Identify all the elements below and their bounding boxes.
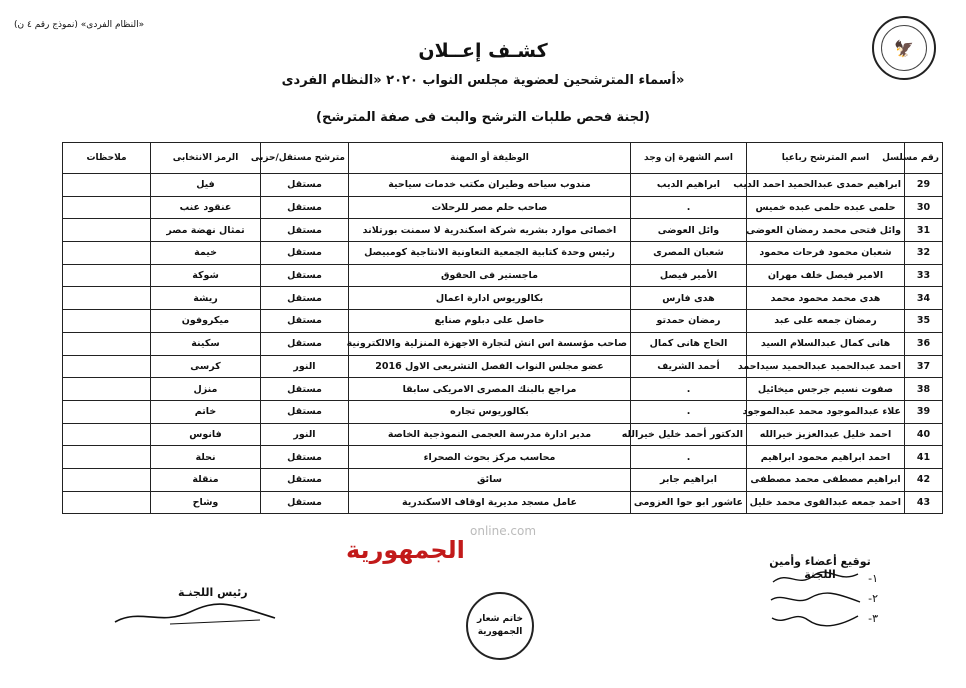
cell-nickname: عاشور ابو حوا العزومى <box>631 491 747 514</box>
cell-job: صاحب مؤسسة اس انش لتجارة الاجهزة المنزلية والالكترونية <box>349 332 631 355</box>
cell-job: اخصائى موارد بشريه شركة اسكندرية لا سمنت بورتلاند <box>349 219 631 242</box>
cell-job: مندوب سياحه وطيران مكتب خدمات سياحية <box>349 174 631 197</box>
cell-num: 42 <box>905 468 943 491</box>
cell-notes <box>63 196 151 219</box>
committee-heading: (لجنة فحص طلبات الترشح والبت فى صفة المترشح) <box>316 110 650 125</box>
stamp-line-2: الجمهورية <box>477 627 523 637</box>
cell-notes <box>63 355 151 378</box>
signature-number: -١ <box>868 572 878 585</box>
cell-name: هانى كمال عبدالسلام السيد <box>747 332 905 355</box>
cell-name: احمد عبدالحميد عبدالحميد سيداحمد <box>747 355 905 378</box>
cell-num: 32 <box>905 242 943 265</box>
cell-num: 31 <box>905 219 943 242</box>
cell-name: علاء عبدالموجود محمد عبدالموجود <box>747 400 905 423</box>
cell-symbol: منزل <box>151 378 261 401</box>
cell-name: احمد جمعه عبدالقوى محمد خليل <box>747 491 905 514</box>
cell-num: 36 <box>905 332 943 355</box>
cell-symbol: فانوس <box>151 423 261 446</box>
cell-job: بكالوريوس تجاره <box>349 400 631 423</box>
cell-status: النور <box>261 355 349 378</box>
cell-nickname: أحمد الشريف <box>631 355 747 378</box>
cell-nickname: هدى فارس <box>631 287 747 310</box>
cell-num: 35 <box>905 310 943 333</box>
cell-notes <box>63 174 151 197</box>
signature-line-3 <box>768 612 878 630</box>
table-row <box>63 219 943 242</box>
cell-num: 37 <box>905 355 943 378</box>
cell-status: مستقل <box>261 219 349 242</box>
cell-notes <box>63 332 151 355</box>
table-row <box>63 310 943 333</box>
cell-name: صفوت نسيم جرجس ميخائيل <box>747 378 905 401</box>
cell-notes <box>63 287 151 310</box>
cell-symbol: كرسى <box>151 355 261 378</box>
cell-name: هدى محمد محمود محمد <box>747 287 905 310</box>
cell-job: محاسب مركز بحوث الصحراء <box>349 446 631 469</box>
cell-status: مستقل <box>261 196 349 219</box>
cell-symbol: سكينة <box>151 332 261 355</box>
cell-symbol: شوكة <box>151 264 261 287</box>
cell-symbol: خيمة <box>151 242 261 265</box>
cell-status: مستقل <box>261 446 349 469</box>
table-row <box>63 332 943 355</box>
cell-job: سائق <box>349 468 631 491</box>
cell-name: احمد خليل عبدالعزيز خيرالله <box>747 423 905 446</box>
cell-notes <box>63 491 151 514</box>
cell-job: رئيس وحدة كتابية الجمعية التعاونية الانتاجية كومبيصل <box>349 242 631 265</box>
cell-name: ابراهيم حمدى عبدالحميد احمد الديب <box>747 174 905 197</box>
cell-nickname: ابراهيم الديب <box>631 174 747 197</box>
cell-notes <box>63 400 151 423</box>
cell-num: 29 <box>905 174 943 197</box>
table-row <box>63 242 943 265</box>
header-num: رقم مسلسل <box>905 143 943 174</box>
table-row <box>63 446 943 469</box>
handwritten-signature-1 <box>768 568 863 590</box>
cell-notes <box>63 468 151 491</box>
cell-num: 43 <box>905 491 943 514</box>
site-watermark: online.com <box>470 524 537 538</box>
header-status: مترشح مستقل/حزبى <box>261 143 349 174</box>
header-job: الوظيفة أو المهنة <box>349 143 631 174</box>
form-number-note: (نموذج رقم ٤ ن) «النظام الفردى» <box>14 20 145 30</box>
cell-status: مستقل <box>261 491 349 514</box>
cell-symbol: وشاح <box>151 491 261 514</box>
page-title: كشـف إعــلان <box>418 40 548 62</box>
cell-symbol: خاتم <box>151 400 261 423</box>
cell-status: مستقل <box>261 378 349 401</box>
handwritten-signature-3 <box>768 608 863 630</box>
table-row <box>63 196 943 219</box>
cell-num: 39 <box>905 400 943 423</box>
cell-symbol: ميكروفون <box>151 310 261 333</box>
cell-name: ابراهيم مصطفى محمد مصطفى <box>747 468 905 491</box>
cell-name: وائل فتحى محمد رمضان العوضى <box>747 219 905 242</box>
cell-symbol: ريشة <box>151 287 261 310</box>
candidates-table <box>62 142 943 514</box>
committee-head-signature <box>110 600 280 634</box>
cell-num: 41 <box>905 446 943 469</box>
cell-nickname: ابراهيم جابر <box>631 468 747 491</box>
cell-status: مستقل <box>261 264 349 287</box>
cell-notes <box>63 242 151 265</box>
cell-job: حاصل على دبلوم صنايع <box>349 310 631 333</box>
cell-status: مستقل <box>261 287 349 310</box>
table-row <box>63 174 943 197</box>
cell-num: 30 <box>905 196 943 219</box>
cell-status: مستقل <box>261 332 349 355</box>
cell-symbol: منقلة <box>151 468 261 491</box>
cell-job: عضو مجلس النواب الفصل التشريعى الاول 2016 <box>349 355 631 378</box>
cell-symbol: فيل <box>151 174 261 197</box>
cell-job: صاحب حلم مصر للرحلات <box>349 196 631 219</box>
cell-nickname: الحاج هانى كمال <box>631 332 747 355</box>
table-row <box>63 378 943 401</box>
cell-status: النور <box>261 423 349 446</box>
cell-notes <box>63 264 151 287</box>
header-nickname: اسم الشهرة إن وجد <box>631 143 747 174</box>
cell-job: عامل مسجد مديرية اوقاف الاسكندرية <box>349 491 631 514</box>
cell-name: رمضان جمعه على عبد <box>747 310 905 333</box>
stamp-line-1: خاتم شعار <box>477 614 523 624</box>
cell-num: 34 <box>905 287 943 310</box>
cell-nickname: الدكتور أحمد خليل خيرالله <box>631 423 747 446</box>
cell-job: بكالوريوس ادارة اعمال <box>349 287 631 310</box>
signature-number: -٣ <box>868 612 878 625</box>
cell-notes <box>63 378 151 401</box>
cell-nickname: شعبان المصرى <box>631 242 747 265</box>
cell-name: الامير فيصل خلف مهران <box>747 264 905 287</box>
cell-nickname: . <box>631 400 747 423</box>
table-row <box>63 264 943 287</box>
header-notes: ملاحظات <box>63 143 151 174</box>
cell-nickname: الأمير فيصل <box>631 264 747 287</box>
cell-nickname: . <box>631 196 747 219</box>
table-row <box>63 355 943 378</box>
committee-signatures-title: توقيع أعضاء وأمين اللجنة <box>769 555 871 581</box>
cell-status: مستقل <box>261 174 349 197</box>
cell-notes <box>63 446 151 469</box>
cell-name: احمد ابراهيم محمود ابراهيم <box>747 446 905 469</box>
table-row <box>63 287 943 310</box>
table-row <box>63 468 943 491</box>
cell-num: 40 <box>905 423 943 446</box>
page-subtitle: أسماء المترشحين لعضوية مجلس النواب ٢٠٢٠ «النظام الفردى» <box>281 73 685 88</box>
cell-status: مستقل <box>261 242 349 265</box>
header-symbol: الرمز الانتخابى <box>151 143 261 174</box>
cell-status: مستقل <box>261 400 349 423</box>
handwritten-signature-2 <box>768 588 863 610</box>
eagle-emblem-icon: 🦅 <box>881 25 927 71</box>
cell-num: 33 <box>905 264 943 287</box>
cell-notes <box>63 219 151 242</box>
cell-job: ماجستير فى الحقوق <box>349 264 631 287</box>
cell-nickname: . <box>631 446 747 469</box>
cell-name: شعبان محمود فرحات محمود <box>747 242 905 265</box>
cell-status: مستقل <box>261 310 349 333</box>
cell-job: مراجع بالبنك المصرى الامريكى سابقا <box>349 378 631 401</box>
table-row <box>63 491 943 514</box>
table-row <box>63 423 943 446</box>
cell-nickname: وائل العوضى <box>631 219 747 242</box>
cell-num: 38 <box>905 378 943 401</box>
cell-notes <box>63 423 151 446</box>
table-row <box>63 400 943 423</box>
cell-symbol: عنقود عنب <box>151 196 261 219</box>
cell-notes <box>63 310 151 333</box>
newspaper-logo: الجمهورية <box>346 536 465 564</box>
header-name: اسم المترشح رباعيا <box>747 143 905 174</box>
signature-number: -٢ <box>868 592 878 605</box>
table-header-row <box>63 143 943 174</box>
cell-job: مدير ادارة مدرسة العجمى النموذجية الخاصة <box>349 423 631 446</box>
cell-status: مستقل <box>261 468 349 491</box>
cell-nickname: . <box>631 378 747 401</box>
republic-emblem-stamp <box>466 592 534 660</box>
cell-symbol: نحلة <box>151 446 261 469</box>
cell-nickname: رمضان حمدتو <box>631 310 747 333</box>
committee-head-title: رئيس اللجنـة <box>178 586 248 599</box>
cell-name: حلمى عبده حلمى عبده خميس <box>747 196 905 219</box>
cell-symbol: تمثال نهضة مصر <box>151 219 261 242</box>
